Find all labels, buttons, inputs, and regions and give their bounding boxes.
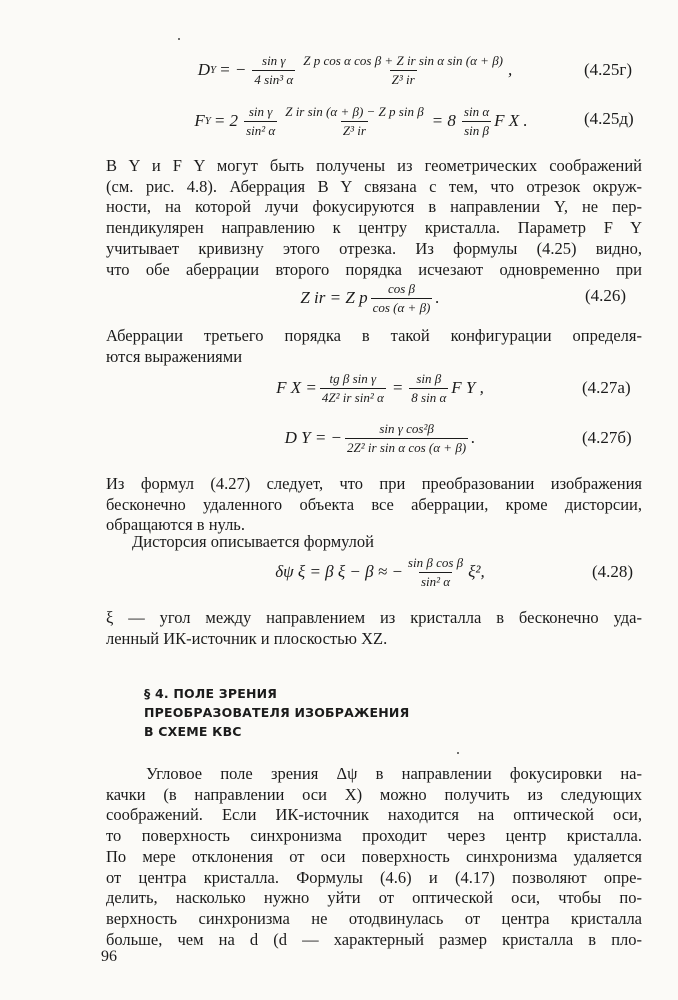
fraction	[409, 371, 448, 406]
equation-number: (4.25г)	[584, 60, 633, 79]
print-speck	[457, 752, 459, 754]
eq-lhs: F X =	[276, 378, 317, 397]
equation-number: (4.27б)	[582, 428, 632, 447]
text-line: учитывает кривизну этого отрезка. Из формулы (4.25) видно,	[106, 238, 642, 258]
eq-punct: .	[471, 428, 476, 447]
paragraph	[106, 608, 642, 649]
eq-lhs: D Y = −	[284, 428, 343, 447]
fraction-denominator: 2Z² ir sin α cos (α + β)	[347, 439, 467, 455]
fraction	[406, 555, 465, 590]
text-line: бесконечно удаленного объекта все аберрации, кроме дисторсии,	[106, 494, 642, 514]
text-line: обращаются в нуль.	[106, 515, 245, 535]
fraction-numerator: Z ir sin (α + β) − Z p sin β	[285, 103, 424, 119]
heading-line: ПРЕОБРАЗОВАТЕЛЯ ИЗОБРАЖЕНИЯ	[144, 705, 410, 720]
fraction	[345, 421, 468, 456]
text-line: качки (в направлении оси X) можно получить из следующих	[106, 784, 642, 804]
text-line: Дисторсия описывается формулой	[132, 532, 374, 551]
print-speck	[178, 38, 180, 40]
eq-tail: ξ²,	[468, 562, 485, 581]
fraction-numerator: sin γ	[248, 103, 273, 119]
equation-4-27a	[250, 364, 510, 412]
fraction-numerator: cos β	[387, 280, 416, 296]
fraction-numerator: sin β cos β	[407, 554, 464, 570]
fraction-denominator: 4Z² ir sin² α	[321, 389, 384, 405]
eq-operator: = −	[219, 60, 247, 79]
eq-operator: =	[391, 378, 404, 397]
text-line: По мере отклонения от оси поверхность синхронизма удаляется	[106, 846, 642, 866]
text-line: пендикулярен направлению к центру кристалла. Параметр F Y	[106, 218, 642, 238]
fraction	[301, 53, 505, 88]
equation-number: (4.25д)	[584, 109, 634, 128]
text-line: Аберрации третьего порядка в такой конфигурации определя-	[106, 326, 642, 345]
eq-punct: .	[435, 288, 440, 307]
text-line: больше, чем на d (d — характерный размер кристалла в пло-	[106, 929, 642, 949]
page-number: 96	[101, 948, 117, 965]
text-line: B Y и F Y могут быть получены из геометрических соображений	[106, 156, 642, 175]
section-heading	[144, 684, 409, 741]
eq-lhs: D	[197, 60, 211, 79]
fraction	[462, 104, 491, 139]
text-line: что обе аберрации второго порядка исчезают одновременно при	[106, 259, 642, 279]
fraction-numerator: sin γ	[262, 52, 286, 68]
paragraph	[106, 764, 642, 950]
fraction	[252, 53, 295, 88]
text-line: делить, насколько нужно уйти от оптической оси, чтобы по-	[106, 888, 642, 908]
text-line: ξ — угол между направлением из кристалла в бесконечно уда-	[106, 608, 642, 627]
fraction-numerator: sin γ cos²β	[379, 420, 434, 436]
text-line: (см. рис. 4.8). Аберрация B Y связана с тем, что отрезок окруж-	[106, 176, 642, 196]
fraction-numerator: tg β sin γ	[329, 370, 377, 386]
fraction-numerator: Z p cos α cos β + Z ir sin α sin (α + β)	[303, 52, 504, 68]
fraction-denominator: 4 sin³ α	[254, 71, 294, 87]
fraction-denominator: 8 sin α	[411, 389, 447, 405]
fraction-denominator: sin² α	[420, 573, 451, 589]
eq-operator: = 8	[431, 111, 456, 130]
equation-4-25d	[176, 96, 546, 146]
paragraph	[106, 474, 642, 536]
equation-4-28	[248, 548, 512, 596]
text-line: от центра кристалла. Формулы (4.6) и (4.17) позволяют опре-	[106, 867, 642, 887]
eq-punct: ,	[508, 60, 513, 79]
text-line: ленный ИК-источник и плоскостью XZ.	[106, 628, 388, 648]
eq-operator: = 2	[213, 111, 239, 130]
equation-number: (4.27а)	[582, 378, 631, 397]
equation-number: (4.26)	[585, 286, 627, 305]
text-line: Угловое поле зрения Δψ в направлении фокусировки на-	[146, 764, 642, 783]
eq-lhs-sub: Y	[204, 115, 211, 127]
eq-lhs-sub: Y	[210, 64, 217, 76]
fraction-numerator: sin α	[463, 103, 490, 119]
paragraph	[106, 326, 642, 367]
paragraph	[106, 156, 642, 280]
equation-4-27b	[250, 414, 510, 462]
heading-line: В СХЕМЕ КВС	[144, 724, 242, 739]
eq-lhs: Z ir = Z p	[300, 288, 368, 307]
equation-4-26	[270, 276, 470, 320]
equation-number: (4.28)	[592, 562, 634, 581]
fraction-numerator: sin β	[416, 370, 442, 386]
text-line: Из формул (4.27) следует, что при преобразовании изображения	[106, 474, 642, 493]
heading-line: § 4. ПОЛЕ ЗРЕНИЯ	[144, 686, 278, 701]
fraction	[320, 371, 386, 406]
text-line: ются выражениями	[106, 346, 243, 366]
fraction	[371, 281, 433, 316]
eq-tail: F Y ,	[451, 378, 484, 397]
fraction-denominator: Z³ ir	[391, 71, 415, 87]
text-line: верхность синхронизма не отодвинулась от центра кристалла	[106, 908, 642, 928]
eq-lhs: δψ ξ = β ξ − β ≈ −	[275, 562, 403, 581]
fraction	[244, 104, 277, 139]
text-line: соображений. Если ИК-источник находится на оптической оси,	[106, 805, 642, 825]
fraction	[283, 104, 425, 139]
equation-4-25g	[150, 46, 560, 94]
fraction-denominator: sin² α	[246, 122, 276, 138]
text-line: то поверхность синхронизма проходит через центр кристалла.	[106, 826, 642, 846]
fraction-denominator: Z³ ir	[342, 122, 366, 138]
eq-lhs: F	[194, 111, 205, 130]
fraction-denominator: sin β	[464, 122, 489, 138]
text-line: ности, на которой лучи фокусируются в направлении Y, не пер-	[106, 197, 642, 217]
fraction-denominator: cos (α + β)	[372, 299, 431, 315]
eq-tail: F X .	[494, 111, 528, 130]
